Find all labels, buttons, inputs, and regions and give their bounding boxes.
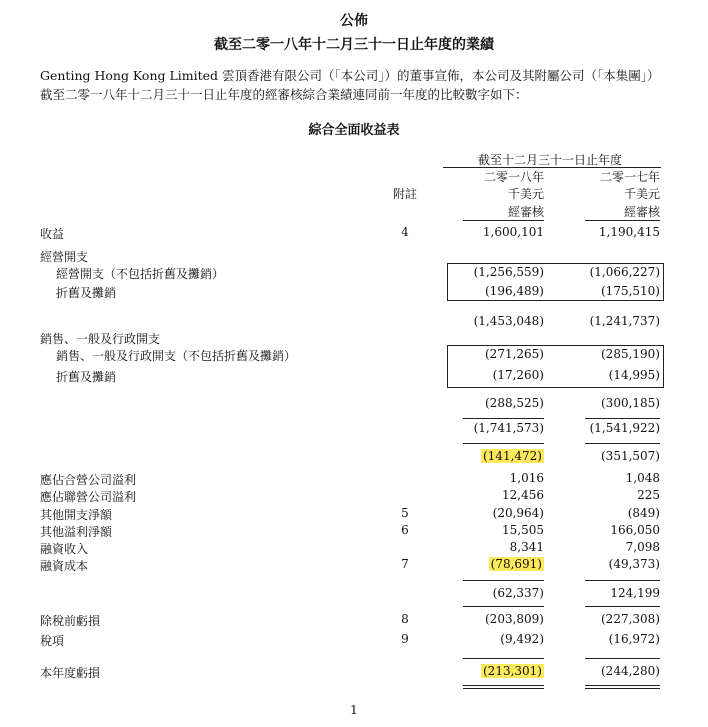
row-label: 銷售、一般及行政開支 <box>40 332 161 346</box>
row-value-2018: 1,600,101 <box>482 225 544 239</box>
row-value-2018 <box>440 664 544 678</box>
row-label: 稅項 <box>40 634 65 648</box>
notes-header: 附註 <box>392 187 417 201</box>
rule-f1-2017 <box>585 685 660 686</box>
row-value-2017: (1,066,227) <box>589 265 660 279</box>
row-value-2017: 7,098 <box>625 540 660 554</box>
announcement-title: 公佈 <box>340 13 368 29</box>
row-value-2018: (271,265) <box>485 347 544 361</box>
page-number: 1 <box>350 703 358 717</box>
row-value-2018: (203,809) <box>485 612 544 626</box>
row-value-2018: 12,456 <box>502 488 544 502</box>
row-value-2017: 166,050 <box>610 523 660 537</box>
row-value-2018-highlight: (141,472) <box>483 449 542 463</box>
rule-d-2018 <box>463 606 544 607</box>
rule-b-2018 <box>463 443 544 444</box>
row-value-2018: (20,964) <box>492 506 544 520</box>
row-value-2018-highlight: (213,301) <box>483 664 542 678</box>
row-value-2018: 8,341 <box>509 540 544 554</box>
row-value-2018: 1,016 <box>509 471 544 485</box>
row-label: 其他溢利淨額 <box>40 525 113 539</box>
row-value-2017: (285,190) <box>601 347 660 361</box>
row-label: 應佔聯營公司溢利 <box>40 490 137 504</box>
row-value-2017: 1,190,415 <box>598 225 660 239</box>
year-2017-header: 二零一七年 <box>599 170 660 184</box>
row-label: 銷售、一般及行政開支（不包括折舊及攤銷） <box>56 349 297 363</box>
rule-f1-2018 <box>463 685 544 686</box>
row-value-2017: 225 <box>637 488 660 502</box>
row-value-2017: (300,185) <box>601 396 660 410</box>
row-label: 除稅前虧損 <box>40 614 101 628</box>
row-label: 經營開支（不包括折舊及攤銷） <box>56 267 225 281</box>
unit-2017: 千美元 <box>623 187 660 201</box>
row-label: 折舊及攤銷 <box>56 370 117 384</box>
statement-title: 綜合全面收益表 <box>308 123 400 138</box>
rule-b-2017 <box>585 443 660 444</box>
row-value-2018: (1,741,573) <box>473 421 544 435</box>
row-note: 6 <box>401 523 409 537</box>
intro-line-2: 截至二零一八年十二月三十一日止年度的經審核綜合業績連同前一年度的比較數字如下： <box>40 87 528 102</box>
row-value-2018: (196,489) <box>485 284 544 298</box>
row-value-2018: (9,492) <box>500 632 544 646</box>
rule-f2-2017 <box>585 688 660 689</box>
row-label: 經營開支 <box>40 250 89 264</box>
row-value-2018: (62,337) <box>492 586 544 600</box>
row-label: 融資成本 <box>40 559 89 573</box>
rule-c-2018 <box>463 580 544 581</box>
rule-d-2017 <box>585 606 660 607</box>
row-note: 9 <box>401 632 409 646</box>
row-value-2017: (244,280) <box>601 664 660 678</box>
row-label: 收益 <box>40 227 65 241</box>
rule-c-2017 <box>585 580 660 581</box>
row-value-2017: (1,541,922) <box>589 421 660 435</box>
announcement-subtitle: 截至二零一八年十二月三十一日止年度的業績 <box>214 37 494 53</box>
row-value-2018: (17,260) <box>492 368 544 382</box>
row-value-2017: (14,995) <box>608 368 660 382</box>
row-value-2018 <box>440 449 544 463</box>
intro-line-1: Genting Hong Kong Limited 雲頂香港有限公司（「本公司」）的董事宣佈，本公司及其附屬公司（「本集團」） <box>40 68 660 83</box>
row-value-2017: (1,241,737) <box>589 314 660 328</box>
row-value-2017: 1,048 <box>625 471 660 485</box>
row-value-2017: (175,510) <box>601 284 660 298</box>
row-label: 融資收入 <box>40 542 89 556</box>
row-value-2018: 15,505 <box>502 523 544 537</box>
row-label: 其他開支淨額 <box>40 508 113 522</box>
row-label: 折舊及攤銷 <box>56 286 117 300</box>
row-note: 5 <box>401 506 409 520</box>
row-value-2017: 124,199 <box>610 586 660 600</box>
row-note: 7 <box>401 557 409 571</box>
row-value-2017: (16,972) <box>608 632 660 646</box>
header-rule-2018 <box>463 220 544 221</box>
rule-f2-2018 <box>463 688 544 689</box>
rule-e-2018 <box>463 658 544 659</box>
row-value-2017: (49,373) <box>608 557 660 571</box>
row-value-2018-highlight: (78,691) <box>490 557 542 571</box>
unit-2018: 千美元 <box>507 187 544 201</box>
row-value-2018: (1,453,048) <box>473 314 544 328</box>
audited-2018: 經審核 <box>507 205 544 219</box>
rule-e-2017 <box>585 658 660 659</box>
row-value-2017: (849) <box>627 506 660 520</box>
row-value-2018: (288,525) <box>485 396 544 410</box>
row-value-2018 <box>440 557 544 571</box>
row-value-2017: (227,308) <box>601 612 660 626</box>
row-value-2017: (351,507) <box>601 449 660 463</box>
rule-a-2018 <box>463 418 544 419</box>
audited-2017: 經審核 <box>623 205 660 219</box>
rule-a-2017 <box>585 418 660 419</box>
row-value-2018: (1,256,559) <box>473 265 544 279</box>
row-note: 8 <box>401 612 409 626</box>
header-rule-2017 <box>585 220 660 221</box>
year-2018-header: 二零一八年 <box>483 170 544 184</box>
row-label: 本年度虧損 <box>40 666 101 680</box>
row-note: 4 <box>401 225 409 239</box>
row-label: 應佔合營公司溢利 <box>40 473 137 487</box>
period-header: 截至十二月三十一日止年度 <box>477 153 622 167</box>
